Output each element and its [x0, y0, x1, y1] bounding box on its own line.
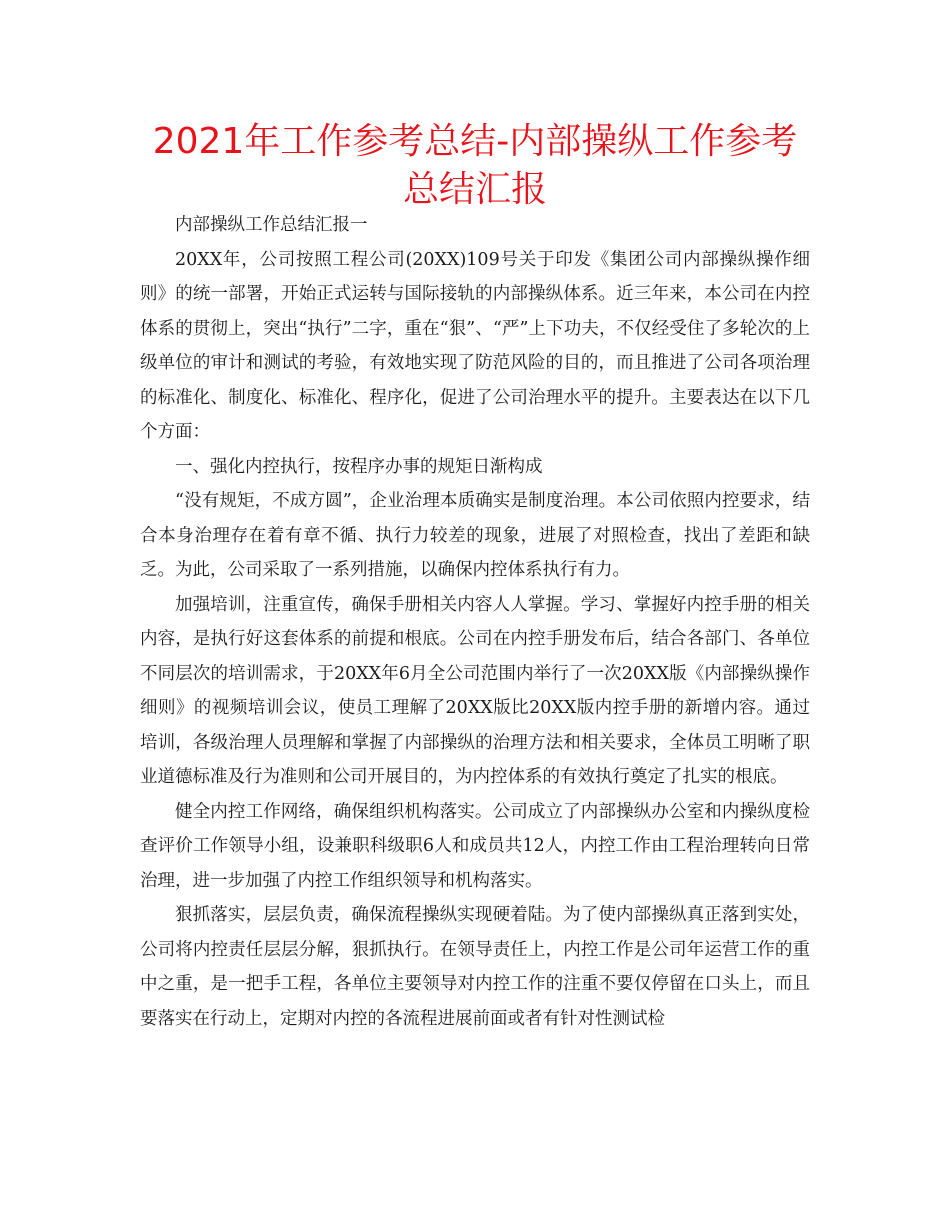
document-body [140, 208, 810, 1036]
paragraph-intro: 20XX年，公司按照工程公司(20XX)109号关于印发《集团公司内部操纵操作细则》的统一部署，开始正式运转与国际接轨的内部操纵体系。近三年来，本公司在内控体系的贯彻上，突出“执行”二字，重在“狠”、“严”上下功夫，不仅经受住了多轮次的上级单位的审计和测试的考验，有效地实现了防范风险的目的，而且推进了公司各项治理的标准化、制度化、标准化、程序化，促进了公司治理水平的提升。主要表达在以下几个方面： [140, 249, 810, 442]
paragraph-implementation: 狠抓落实，层层负责，确保流程操纵实现硬着陆。为了使内部操纵真正落到实处，公司将内控责任层层分解，狠抓执行。在领导责任上，内控工作是公司年运营工作的重中之重，是一把手工程，各单位主要领导对内控工作的注重不要仅停留在口头上，而且要落实在行动上，定期对内控的各流程进展前面或者有针对性测试检 [140, 905, 810, 1029]
paragraph-rules: “没有规矩，不成方圆”，企业治理本质确实是制度治理。本公司依照内控要求，结合本身治理存在着有章不循、执行力较差的现象，进展了对照检查，找出了差距和缺乏。为此，公司采取了一系列措施，以确保内控体系执行有力。 [140, 491, 810, 580]
section-heading-1: 一、强化内控执行，按程序办事的规矩日渐构成 [175, 456, 543, 477]
paragraph-training: 加强培训，注重宣传，确保手册相关内容人人掌握。学习、掌握好内控手册的相关内容，是执行好这套体系的前提和根底。公司在内控手册发布后，结合各部门、各单位不同层次的培训需求，于20XX年6月全公司范围内举行了一次20XX版《内部操纵操作细则》的视频培训会议，使员工理解了20XX版比20XX版内控手册的新增内容。通过培训，各级治理人员理解和掌握了内部操纵的治理方法和相关要求，全体员工明晰了职业道德标准及行为准则和公司开展目的，为内控体系的有效执行奠定了扎实的根底。 [140, 594, 810, 787]
document-title: 2021年工作参考总结-内部操纵工作参考总结汇报 [152, 121, 798, 210]
paragraph-heading-report-one: 内部操纵工作总结汇报一 [175, 215, 368, 235]
paragraph-network: 健全内控工作网络，确保组织机构落实。公司成立了内部操纵办公室和内操纵度检查评价工作领导小组，设兼职科级职6人和成员共12人，内控工作由工程治理转向日常治理，进一步加强了内控工作组织领导和机构落实。 [140, 801, 810, 891]
